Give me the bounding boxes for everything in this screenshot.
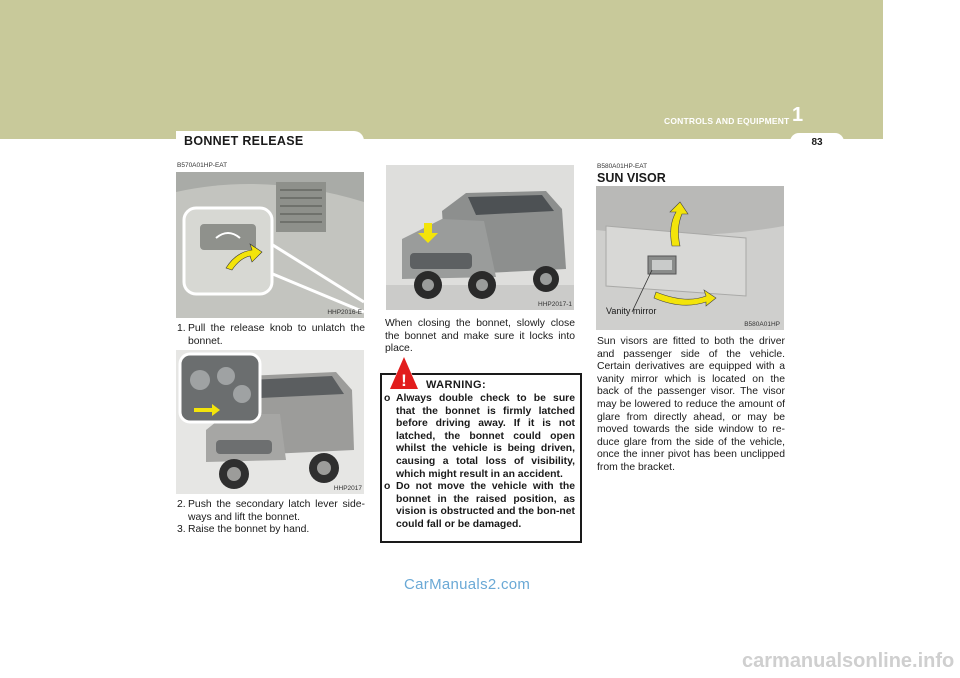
section-title-bar [176,131,364,151]
bonnet-closing-image [386,165,574,310]
step-text: Push the secondary latch lever side-ways and lift the bonnet. [188,499,365,523]
image-label: HHP2016-E [327,309,362,316]
bonnet-code: B570A01HP-EAT [177,162,228,169]
step-text: Raise the bonnet by hand. [188,524,310,536]
bullet: o [384,481,391,493]
chapter-title: CONTROLS AND EQUIPMENT [664,116,790,126]
warning-item: Always double check to be sure that the bonnet is firmly latched before driving away. If it is not latched, the bonnet could open whilst the vehicle is being driven, causing a total loss of visibility, which might result in an accident. [396,393,575,480]
closing-instructions: When closing the bonnet, slowly close the bonnet and make sure it locks into place. [385,318,575,355]
watermark-right: carmanualsonline.info [742,650,955,672]
section-title: BONNET RELEASE [184,134,304,148]
image-label: B580A01HP [744,321,780,328]
bonnet-latch-image [176,350,364,494]
warning-symbol: ! [401,371,407,390]
warning-title: WARNING: [426,379,487,391]
step-number: 2. [177,499,186,510]
step-text: Pull the release knob to unlatch the bonnet. [188,323,365,347]
image-label: HHP2017 [333,485,362,492]
steps-2-3 [177,499,365,537]
vanity-mirror-callout: Vanity mirror [606,306,657,316]
chapter-number: 1 [792,104,804,126]
step-number: 1. [177,323,186,334]
sun-visor-image [596,186,784,330]
watermark-left: CarManuals2.com [404,576,531,593]
image-label: HHP2017-1 [538,301,572,308]
sun-visor-title: SUN VISOR [597,171,666,185]
warning-body [384,393,575,532]
bonnet-release-knob-image [176,172,364,318]
warning-item: Do not move the vehicle with the bonnet in the raised position, as vision is obstructed and the bon-net could fall or be damaged. [396,481,575,530]
page-number: 83 [790,133,844,151]
step-1 [177,323,365,348]
step-number: 3. [177,524,186,536]
bullet: o [384,393,391,404]
sun-visor-code: B580A01HP-EAT [597,163,648,170]
sun-visor-text: Sun visors are fitted to both the driver and passenger side of the vehicle. Certain derivatives are equipped with a vanity mirror which is located on the back of the passenger visor. The visor may be lowered to reduce the amount of glare from directly ahead, or may be moved towards the side window to re-duce glare from the side of the vehicle, once the inner pivot has been unclipped from the bracket. [597,336,785,473]
warning-triangle-icon [389,356,419,390]
